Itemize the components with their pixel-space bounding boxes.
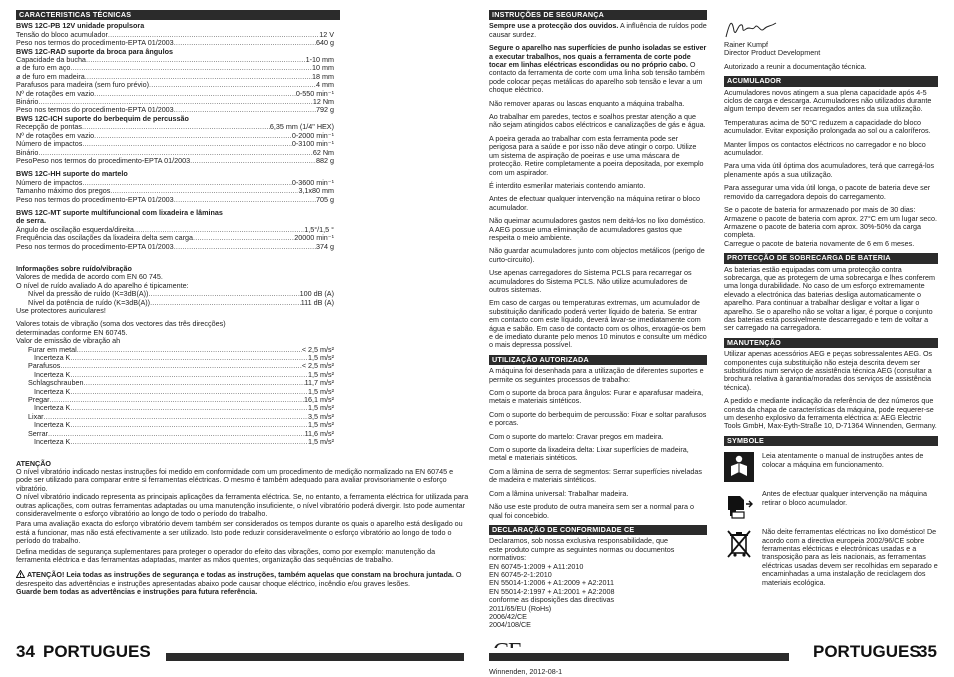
vib-label: Pregar <box>28 396 50 405</box>
vib-value: 1,5 m/s² <box>308 354 334 363</box>
noise-label: Nível da potência de ruído (K=3dB(A)) <box>28 298 151 307</box>
vib-value: 1,5 m/s² <box>308 370 334 379</box>
weee-bin-icon <box>724 528 754 558</box>
tech-header: CARACTERISTICAS TÉCNICAS <box>16 10 340 20</box>
acc-p1: Acumuladores novos atingem a sua plena capacidade após 4-5 ciclos de carga e descarga. Acumuladores não utilizados durante algum tempo devem ser recarregados antes da sua utilização. <box>724 87 932 114</box>
pb-rows <box>16 31 334 48</box>
safety-p9: Não guardar acumuladores junto com objectos metálicos (perigo de curto-circuito). <box>489 246 705 264</box>
ich-value: 62 Nm <box>312 148 334 157</box>
vib-label: Incerteza K <box>34 370 71 379</box>
ich-value: 882 g <box>316 156 334 165</box>
dot-leader <box>174 39 316 47</box>
mt-label: Peso nos termos do procedimento-EPTA 01/2003 <box>16 242 174 251</box>
vib-label: Furar em metal <box>28 345 77 354</box>
dot-leader <box>108 31 319 39</box>
dot-leader <box>84 379 305 387</box>
pb-row <box>16 31 334 39</box>
acc-p6 <box>724 206 938 248</box>
noise-intro1: Valores de medida de acordo com EN 60 745. <box>16 272 163 282</box>
ich-label: Número de impactos <box>16 140 83 149</box>
acc-storage-line: Armazene o pacote de bateria com aprox. 27°C em um lugar seco. <box>724 213 938 223</box>
dot-leader <box>190 157 316 165</box>
noise-intro2: O nível de ruído avaliado A do aparelho é tipicamente: <box>16 280 189 290</box>
mt-rows <box>16 226 334 251</box>
dot-leader <box>44 413 308 421</box>
mt-label: Ângulo de oscilação esquerda/direita <box>16 225 134 234</box>
ich-row <box>16 149 334 157</box>
signer-title: Director Product Development <box>724 48 821 58</box>
vib-row <box>16 413 334 421</box>
dot-leader <box>148 290 299 298</box>
hh-label: Peso nos termos do procedimento-EPTA 01/2003 <box>16 195 174 204</box>
rad-value: 10 mm <box>312 64 334 73</box>
ich-value: 0-3100 min⁻¹ <box>291 140 334 149</box>
warning-block <box>16 570 471 588</box>
pb-label: Tensão do bloco acumulador <box>16 30 108 39</box>
ich-row <box>16 157 334 165</box>
acc-p3: Manter limpos os contactos eléctricos no carregador e no bloco acumulador. <box>724 139 926 158</box>
decl-line: 2004/108/CE <box>489 620 531 630</box>
rad-row <box>16 73 334 81</box>
vib-value: 11,7 m/s² <box>304 379 334 388</box>
safety-p11: Em caso de cargas ou temperaturas extremas, um acumulador de substituição danificado poderá verter líquido de bateria. Se entrar em contacto com este líquido, deverá lavar-se imediatamente com água e sabão. Em caso de contacto com os olhos, enxagúe-os bem e de imediato durante pelo menos 10 minutos e consulte um médico o mais depressa possível. <box>489 298 707 350</box>
symbol-text-weee: Não deite ferramentas eléctricas no lixo doméstico! De acordo com a directiva europeia 2002/96/CE sobre ferramentas eléctricas e electrónicas usadas e a transposição para as leis nacionais, as ferramentas eléctricas usadas devem ser recolhidas em separado e encaminhadas a uma instalação de reciclagem dos materiais ecológica. <box>762 527 938 587</box>
vib-value: 1,5 m/s² <box>308 421 334 430</box>
noise-ear: Use protectores auriculares! <box>16 306 106 315</box>
use-p4: Com o suporte do martelo: Cravar pregos em madeira. <box>489 431 664 441</box>
vib-row <box>16 388 334 396</box>
use-p1: A máquina foi desenhada para a utilização de diferentes suportes e permite os seguintes processos de trabalho: <box>489 366 704 384</box>
acc-storage-line: Carregue o pacote de bateria novamente de 6 em 6 meses. <box>724 238 915 248</box>
dot-leader <box>149 81 316 89</box>
hh-rows <box>16 179 334 204</box>
rad-label: ø de furo em aço <box>16 64 71 73</box>
rad-label: Nº de rotações em vazio <box>16 89 95 98</box>
middle-column <box>489 10 707 676</box>
dot-leader <box>174 106 316 114</box>
decl-line: EN 55014-2:1997 + A1:2001 + A2:2008 <box>489 586 615 596</box>
symbol-text-battery: Antes de efectuar qualquer intervenção na máquina retirar o bloco acumulador. <box>762 489 928 507</box>
pb-value: 12 V <box>319 30 334 39</box>
acc-header: ACUMULADOR <box>724 76 938 86</box>
safety-p8: Não queimar acumuladores gastos nem deitá-los no lixo doméstico. A AEG possue uma eliminação de acumuladores gastos que respeita o meio ambiente. <box>489 216 706 242</box>
dot-leader <box>70 404 308 412</box>
acc-storage-line: Se o pacote de bateria for armazenado por mais de 30 dias: <box>724 205 916 215</box>
dot-leader <box>38 98 312 106</box>
vib-row <box>16 346 334 354</box>
warning-keep: Guarde bem todas as advertências e instruções para futura referência. <box>16 587 258 597</box>
safety-p2: Segure o aparelho nas superfícies de punho isoladas se estiver a executar trabalhos, nos quais a ferramenta de corte pode tocar em linhas eléctricas escondidas ou no próprio cabo. O contacto da ferramenta de corte com uma linha sob tensão também pode colocar peças metálicas do aparelho sob tensão e levar a um choque eléctrico. <box>489 43 707 95</box>
vib-label: Incerteza K <box>34 354 71 363</box>
signature-icon <box>724 17 784 41</box>
page-lang-right: PORTUGUES <box>813 642 921 661</box>
signer-auth: Autorizado a reunir a documentação técnica. <box>724 61 867 71</box>
hh-value: 705 g <box>316 195 334 204</box>
vib-intro: Valores totais de vibração (soma dos vectores das três direcções) determinadas conforme EN 60745. <box>16 319 226 337</box>
right-column <box>724 17 938 595</box>
hh-label: Número de impactos <box>16 178 83 187</box>
ich-title: BWS 12C-ICH suporte do berbequim de percussão <box>16 113 189 123</box>
dot-leader <box>134 226 304 234</box>
ich-value: 0-2000 min⁻¹ <box>291 131 334 140</box>
dot-leader <box>70 438 308 446</box>
vib-label: Schlagschrauben <box>28 379 84 388</box>
use-p7: Com a lâmina universal: Trabalhar madeira. <box>489 488 629 498</box>
vib-row <box>16 371 334 379</box>
decl-line: EN 60745-2-1:2010 <box>489 569 552 579</box>
safety-p6: É interdito esmerilar materiais contendo amianto. <box>489 180 646 190</box>
ich-row <box>16 123 334 131</box>
rad-row <box>16 56 334 64</box>
decl-date: Winnenden, 2012-08-1 <box>489 666 563 676</box>
man-p1: Utilizar apenas acessórios AEG e peças sobressalentes AEG. Os componentes cuja substituição não esteja descrita devem ser substituídos num serviço de assistência técnica AEG (consultar a brochura relativa à garantia/moradas dos serviços de assistência técnica). <box>724 349 933 392</box>
vib-row <box>16 421 334 429</box>
pb-title: BWS 12C-PB 12V unidade propulsora <box>16 21 145 31</box>
dot-leader <box>82 140 292 148</box>
rad-label: Parafusos para madeira (sem furo prévio) <box>16 81 150 90</box>
vib-value: 3,5 m/s² <box>308 412 334 421</box>
mt-value: 1,5°/1,5 ° <box>304 225 334 234</box>
symbol-row-battery <box>724 490 938 520</box>
mt-label: Frequência das oscilações da lixadeira delta sem carga <box>16 234 193 243</box>
page-number-left: 34 <box>16 642 35 661</box>
rad-row <box>16 98 334 106</box>
use-p2: Com o suporte da broca para ângulos: Furar e aparafusar madeira, metais e materiais sintéticos. <box>489 388 704 406</box>
remove-battery-icon <box>724 490 754 520</box>
rad-label: Binário <box>16 98 39 107</box>
vib-label: Serrar <box>28 429 48 438</box>
hh-value: 0-3600 min⁻¹ <box>291 178 334 187</box>
rad-value: 792 g <box>316 106 334 115</box>
vib-row <box>16 438 334 446</box>
mt-title: BWS 12C-MT suporte multifuncional com lixadeira e lâminas de serra. <box>16 207 223 226</box>
footer-bar-left <box>166 653 464 661</box>
warning-rest: O desrespeito das advertências e instruções apresentadas abaixo pode causar choque eléctrico, incêndio e/ou graves lesões. <box>16 570 462 588</box>
vib-label: Incerteza K <box>34 421 71 430</box>
vib-value: < 2,5 m/s² <box>301 345 334 354</box>
use-p3: Com o suporte do berbequim de percussão: Fixar e soltar parafusos e porcas. <box>489 409 707 428</box>
symbol-row-manual <box>724 452 938 482</box>
pb-label: Peso nos termos do procedimento-EPTA 01/2003 <box>16 39 174 48</box>
ich-value: 6,35 mm (1/4" HEX) <box>269 123 334 132</box>
sym-header: SYMBOLE <box>724 436 938 446</box>
acc-storage-line: Armazene o pacote de bateria com aprox. 30%-50% da carga completa. <box>724 221 921 240</box>
dot-leader <box>50 396 304 404</box>
dot-leader <box>70 421 308 429</box>
rad-value: 1-10 mm <box>305 56 334 65</box>
dot-leader <box>82 179 292 187</box>
vib-value: 1,5 m/s² <box>308 438 334 447</box>
rad-value: 12 Nm <box>312 98 334 107</box>
safety-p10: Use apenas carregadores do Sistema PCLS para recarregar os acumuladores do Sistema PCLS. Não utilize acumuladores de outros sistemas. <box>489 268 692 294</box>
atencao-p4: Defina medidas de segurança suplementares para proteger o operador do efeito das vibrações, como por exemplo: manutenção da ferramenta eléctrica e das ferramentas adaptadas, manter as mãos quentes, organização das sequências de trabalho. <box>16 546 436 564</box>
decl-lines <box>489 537 707 629</box>
vib-row <box>16 396 334 404</box>
use-p8: Não use este produto de outra maneira sem ser a normal para o qual foi concebido. <box>489 502 694 520</box>
dot-leader <box>70 64 312 72</box>
decl-line: 2006/42/CE <box>489 611 527 621</box>
acc-p5: Para assegurar uma vida útil longa, o pacote de bateria deve ser removido da carregadora depois do carregamento. <box>724 183 931 201</box>
safety-p7: Antes de efectuar qualquer intervenção na máquina retirar o bloco acumulador. <box>489 194 700 212</box>
rad-label: ø de furo em madeira <box>16 72 85 81</box>
left-column <box>16 10 471 597</box>
vib-row <box>16 404 334 412</box>
dot-leader <box>110 187 298 195</box>
acc-p4: Para uma vida útil óptima dos acumuladores, terá que carregá-los plenamente após a sua utilização. <box>724 161 935 179</box>
hh-title: BWS 12C-HH suporte do martelo <box>16 169 128 179</box>
footer-bar-right <box>489 653 789 661</box>
decl-line: normativos: <box>489 553 527 563</box>
use-p5: Com o suporte da lixadeira delta: Lixar superfícies de madeira, metal e materiais sintéticos. <box>489 445 689 463</box>
decl-line: este produto cumpre as seguintes normas ou documentos <box>489 544 675 554</box>
vib-label: Lixar <box>28 412 44 421</box>
dot-leader <box>70 371 308 379</box>
vib-row <box>16 362 334 370</box>
pb-value: 640 g <box>316 39 334 48</box>
vib-label: Incerteza K <box>34 438 71 447</box>
decl-header: DECLARAÇÃO DE CONFORMIDADE CE <box>489 525 707 535</box>
dot-leader <box>94 132 292 140</box>
use-p6: Com a lâmina de serra de segmentos: Serrar superfícies niveladas de madeira e materiais sintéticos. <box>489 466 702 485</box>
mt-value: 374 g <box>316 242 334 251</box>
rad-title: BWS 12C-RAD suporte da broca para ângulos <box>16 46 173 56</box>
safety-header: INSTRUÇÕES DE SEGURANÇA <box>489 10 707 20</box>
dot-leader <box>94 90 296 98</box>
read-manual-icon <box>724 452 754 482</box>
page-lang-left: PORTUGUES <box>43 642 151 661</box>
mt-row <box>16 226 334 234</box>
vib-value: 1,5 m/s² <box>308 387 334 396</box>
noise-title: Informações sobre ruído/vibração <box>16 263 132 273</box>
ich-label: Nº de rotações em vazio <box>16 131 95 140</box>
hh-row <box>16 179 334 187</box>
vib-label: Parafusos <box>28 362 61 371</box>
symbol-row-weee <box>724 528 938 587</box>
dot-leader <box>85 73 312 81</box>
vib-row <box>16 430 334 438</box>
rad-row <box>16 81 334 89</box>
vib-value: 11,6 m/s² <box>304 429 334 438</box>
hh-value: 3,1x80 mm <box>298 187 334 196</box>
decl-line: Declaramos, sob nossa exclusiva responsabilidade, que <box>489 536 668 546</box>
hh-row <box>16 196 334 204</box>
safety-p4: Ao trabalhar em paredes, tectos e soalhos prestar atenção a que não sejam atingidos cabos eléctricos e canalizações de gás e água. <box>489 112 706 130</box>
rad-row <box>16 64 334 72</box>
ich-label: Recepção de pontas <box>16 123 82 132</box>
prot-header: PROTECÇÃO DE SOBRECARGA DE BATERIA <box>724 253 938 263</box>
man-p2: A pedido e mediante indicação da referência de dez números que consta da chapa de características da máquina, pode requerer-se um desenho explosivo da ferramenta eléctrica a: AEG Electric Tools GmbH, Max-Eyth-Straße 10, D-71364 Winnenden, Germany. <box>724 396 937 431</box>
vib-label: Incerteza K <box>34 404 71 413</box>
decl-line: 2011/65/EU (RoHs) <box>489 603 552 613</box>
decl-line: EN 55014-1:2006 + A1:2009 + A2:2011 <box>489 578 614 588</box>
acc-p2: Temperaturas acima de 50°C reduzem a capacidade do bloco acumulador. Evitar exposição prolongada ao sol ou a caloríferos. <box>724 117 931 136</box>
rad-value: 4 mm <box>316 81 334 90</box>
rad-value: 0-550 min⁻¹ <box>295 89 334 98</box>
noise-label: Nível da pressão de ruído (K=3dB(A)) <box>28 290 149 299</box>
noise-rows <box>16 290 334 307</box>
dot-leader <box>82 123 270 131</box>
mt-value: 20000 min⁻¹ <box>294 234 334 243</box>
noise-value: 111 dB (A) <box>300 298 334 307</box>
rad-label: Capacidade da bucha <box>16 56 86 65</box>
vib-row <box>16 379 334 387</box>
rad-label: Peso nos termos do procedimento-EPTA 01/2003 <box>16 106 174 115</box>
dot-leader <box>193 234 294 242</box>
noise-row <box>28 290 334 298</box>
dot-leader <box>48 430 305 438</box>
dot-leader <box>70 388 308 396</box>
mt-row <box>16 243 334 251</box>
safety-p3: Não remover aparas ou lascas enquanto a máquina trabalha. <box>489 98 685 108</box>
vib-row <box>16 354 334 362</box>
dot-leader <box>77 346 302 354</box>
ich-label: PesoPeso nos termos do procedimento-EPTA 01/2003 <box>16 156 191 165</box>
page-number-right: 35 <box>918 642 937 661</box>
ich-label: Binário <box>16 148 39 157</box>
dot-leader <box>38 149 312 157</box>
right-footer <box>489 642 938 666</box>
vib-value: < 2,5 m/s² <box>301 362 334 371</box>
vib-rows <box>16 346 334 447</box>
use-header: UTILIZAÇÃO AUTORIZADA <box>489 355 707 365</box>
safety-p5: A poeira gerada ao trabalhar com esta ferramenta pode ser perigosa para a saúde e por isso não deve atingir o corpo. Utilize um sistema de aspiração de poeiras e use uma máscara de protecção. Retire completamente a poeira depositada, por exemplo com um aspirador. <box>489 133 704 177</box>
symbol-text-manual: Leia atentamente o manual de instruções antes de colocar a máquina em funcionamento. <box>762 451 924 469</box>
vib-label: Valor de emissão de vibração ah <box>16 336 121 346</box>
safety-p1: Sempre use a protecção dos ouvidos. A influência de ruídos pode causar surdez. <box>489 21 707 39</box>
hh-label: Tamanho máximo dos pregos <box>16 187 111 196</box>
vib-value: 1,5 m/s² <box>308 404 334 413</box>
dot-leader <box>60 362 301 370</box>
ich-rows <box>16 123 334 165</box>
vib-value: 16,1 m/s² <box>304 396 334 405</box>
signer-name: Rainer Kumpf <box>724 40 768 49</box>
dot-leader <box>86 56 306 64</box>
ich-row <box>16 132 334 140</box>
atencao-title: ATENÇÃO <box>16 458 52 468</box>
man-header: MANUTENÇÃO <box>724 338 938 348</box>
warning-bold: ATENÇÃO! Leia todas as instruções de segurança e todas as instruções, também aquelas que constam na brochura juntada. <box>27 570 454 580</box>
dot-leader <box>150 299 301 307</box>
decl-line: EN 60745-1:2009 + A11:2010 <box>489 561 584 571</box>
dot-leader <box>174 196 316 204</box>
dot-leader <box>70 354 308 362</box>
left-footer <box>16 642 464 666</box>
vib-label: Incerteza K <box>34 387 71 396</box>
atencao-p3: Para uma avaliação exacta do esforço vibratório devem também ser considerados os tempos durante os quais o aparelho está desligado ou está a funcionar, mas não está efectivamente a ser utilizado. Isto pode reduzir consideravelmente o esforço vibratório ao longo de todo o período do trabalho. <box>16 519 463 546</box>
mt-row <box>16 234 334 242</box>
rad-rows <box>16 56 334 115</box>
dot-leader <box>174 243 316 251</box>
decl-line: conforme as disposições das directivas <box>489 595 615 605</box>
prot-p1: As baterias estão equipadas com uma protecção contra sobrecarga, que as protegem de uma sobrecarga e lhes conferem uma longa durabilidade. No caso de um esforço extremamente elevado a electrónica das baterias desliga automaticamente o aparelho. Para continuar a trabalhar desligar e voltar a ligar o aparelho. Se o aparelho não se voltar a ligar, é porque o conjunto das baterias está possivelmente descarregado e tem de voltar a ser carregado na carregadora. <box>724 264 935 333</box>
hh-row <box>16 187 334 195</box>
atencao-p1: O nível vibratório indicado nestas instruções foi medido em conformidade com um procedimento de medição normalizado na EN 60745 e pode ser utilizado para comparar entre si ferramentas eléctricas. O mesmo é também adequado para avaliar provisoriamente o esforço vibratório. <box>16 466 454 493</box>
warning-triangle-icon <box>16 570 25 578</box>
rad-row <box>16 90 334 98</box>
atencao-p2: O nível vibratório indicado representa as principais aplicações da ferramenta eléctrica. Se, no entanto, a ferramenta eléctrica for utilizada para outras aplicações, com outras ferramentas adaptadas ou uma manutenção insuficiente, o nível vibratório poderá divergir. Isto pode aumentar consideravelmente o esforço vibratório ao longo de todo o período do trabalho. <box>16 492 469 518</box>
rad-value: 18 mm <box>312 72 334 81</box>
ich-row <box>16 140 334 148</box>
noise-value: 100 dB (A) <box>299 290 334 299</box>
